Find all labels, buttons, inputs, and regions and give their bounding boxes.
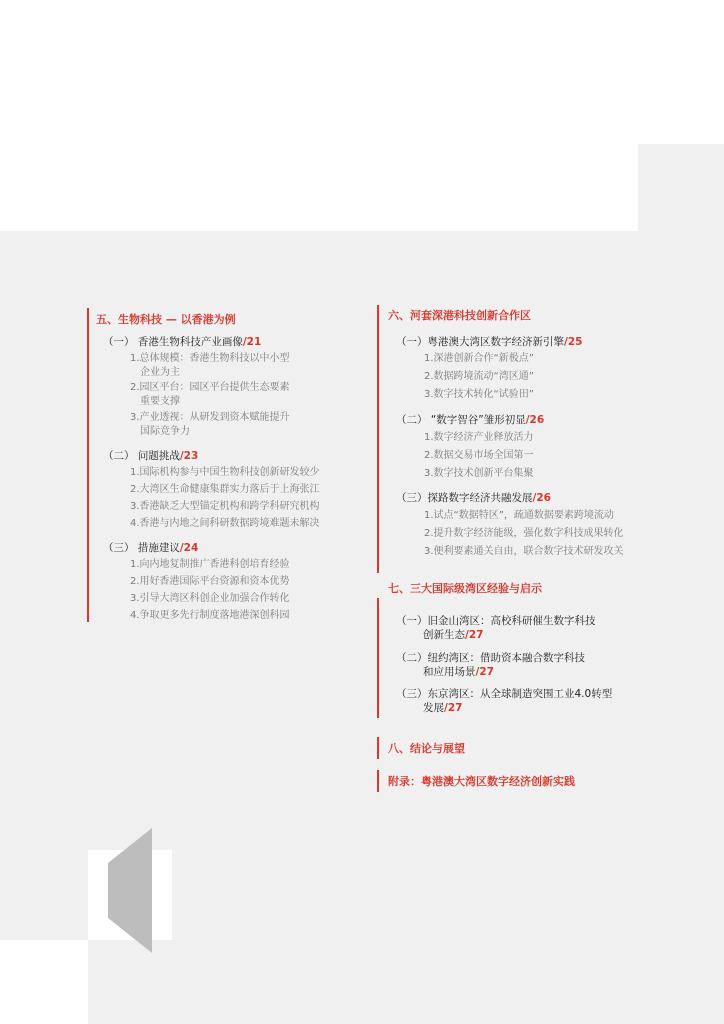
toc-subitem: 2.大湾区生命健康集群实力落后于上海张江 [130,484,320,495]
left-red-bar [87,308,89,622]
page-number: /27 [444,702,463,714]
toc-entry-5-2[interactable] [103,449,198,463]
toc-label: （三）探路数字经济共融发展 [396,492,533,504]
section-8-heading[interactable]: 八、结论与展望 [388,742,465,755]
toc-entry-6-3[interactable] [396,491,551,505]
page-number: /23 [179,450,199,462]
page-number: /27 [465,629,484,641]
toc-entry-7-2[interactable] [396,651,585,679]
toc-label: （三）东京湾区：从全球制造突围工业4.0转型 [396,688,613,700]
toc-subitem: 2.提升数字经济能级，强化数字科技成果转化 [424,528,624,539]
toc-subitem: 2.数据跨境流动“湾区通” [424,371,534,382]
page-number: /24 [179,542,199,554]
toc-subitem: 1.试点“数据特区”，疏通数据要素跨境流动 [424,510,614,521]
toc-subitem: 1.数字经济产业释放活力 [424,432,534,443]
page-number: /27 [475,666,494,678]
page-number: /25 [564,336,583,348]
toc-label-cont: 和应用场景 [423,666,476,678]
toc-label: （一） 香港生物科技产业画像 [103,336,243,348]
toc-subitem: 4.争取更多先行制度落地港深创科园 [130,610,290,621]
toc-entry-7-1[interactable] [396,614,596,642]
toc-entry-7-3[interactable] [396,687,612,715]
section-6-heading: 六、河套深港科技创新合作区 [388,309,531,322]
toc-subitem: 1.总体规模：香港生物科技以中小型 企业为主 [130,353,290,378]
toc-label: （三） 措施建议 [103,542,180,554]
toc-subitem: 1.国际机构参与中国生物科技创新研发较少 [130,467,320,478]
toc-label: （一）粤港澳大湾区数字经济新引擎 [396,336,564,348]
toc-subitem: 3.便利要素通关自由，联合数字技术研发攻关 [424,546,624,557]
toc-label: （二）纽约湾区：借助资本融合数字科技 [396,652,585,664]
toc-subitem: 2.数据交易市场全国第一 [424,450,534,461]
toc-subitem: 3.数字技术转化“试验田” [424,389,534,400]
toc-subitem: 1.向内地复制推广香港科创培育经验 [130,559,290,570]
toc-entry-6-2[interactable] [396,413,544,427]
toc-entry-5-3[interactable] [103,541,198,555]
gray-chevron-decor [100,828,160,958]
toc-label-cont: 发展 [423,702,444,714]
toc-entry-6-1[interactable] [396,335,582,349]
toc-subitem: 2.用好香港国际平台资源和资本优势 [130,576,290,587]
white-cutout-block [0,940,88,1024]
toc-subitem: 3.产业透视：从研发到资本赋能提升 国际竞争力 [130,412,290,437]
toc-subitem: 3.数字技术创新平台集聚 [424,468,534,479]
red-bar-appendix [377,770,379,792]
toc-label: （二） 问题挑战 [103,450,180,462]
toc-label: （一）旧金山湾区：高校科研催生数字科技 [396,615,596,627]
section-5-heading: 五、生物科技 — 以香港为例 [96,313,236,326]
red-bar-8 [377,737,379,759]
page-number: /21 [242,336,262,348]
toc-entry-5-1[interactable] [103,335,261,349]
appendix-heading[interactable]: 附录：粤港澳大湾区数字经济创新实践 [388,775,575,788]
page-number: /26 [525,414,545,426]
right-red-bar-7 [377,598,379,718]
toc-label-cont: 创新生态 [423,629,465,641]
toc-label: （二） “数字智谷”雏形初显 [396,414,526,426]
gray-panel-top-right [638,144,724,244]
section-7-heading: 七、三大国际级湾区经验与启示 [388,582,542,595]
right-red-bar [377,305,379,573]
toc-subitem: 1.深港创新合作“新极点” [424,353,534,364]
toc-subitem: 2.园区平台：园区平台提供生态要素 重要支撑 [130,382,290,407]
toc-subitem: 3.香港缺乏大型锚定机构和跨学科研究机构 [130,501,320,512]
page-number: /26 [532,492,551,504]
toc-subitem: 3.引导大湾区科创企业加强合作转化 [130,593,290,604]
toc-subitem: 4.香港与内地之间科研数据跨境难题未解决 [130,518,320,529]
